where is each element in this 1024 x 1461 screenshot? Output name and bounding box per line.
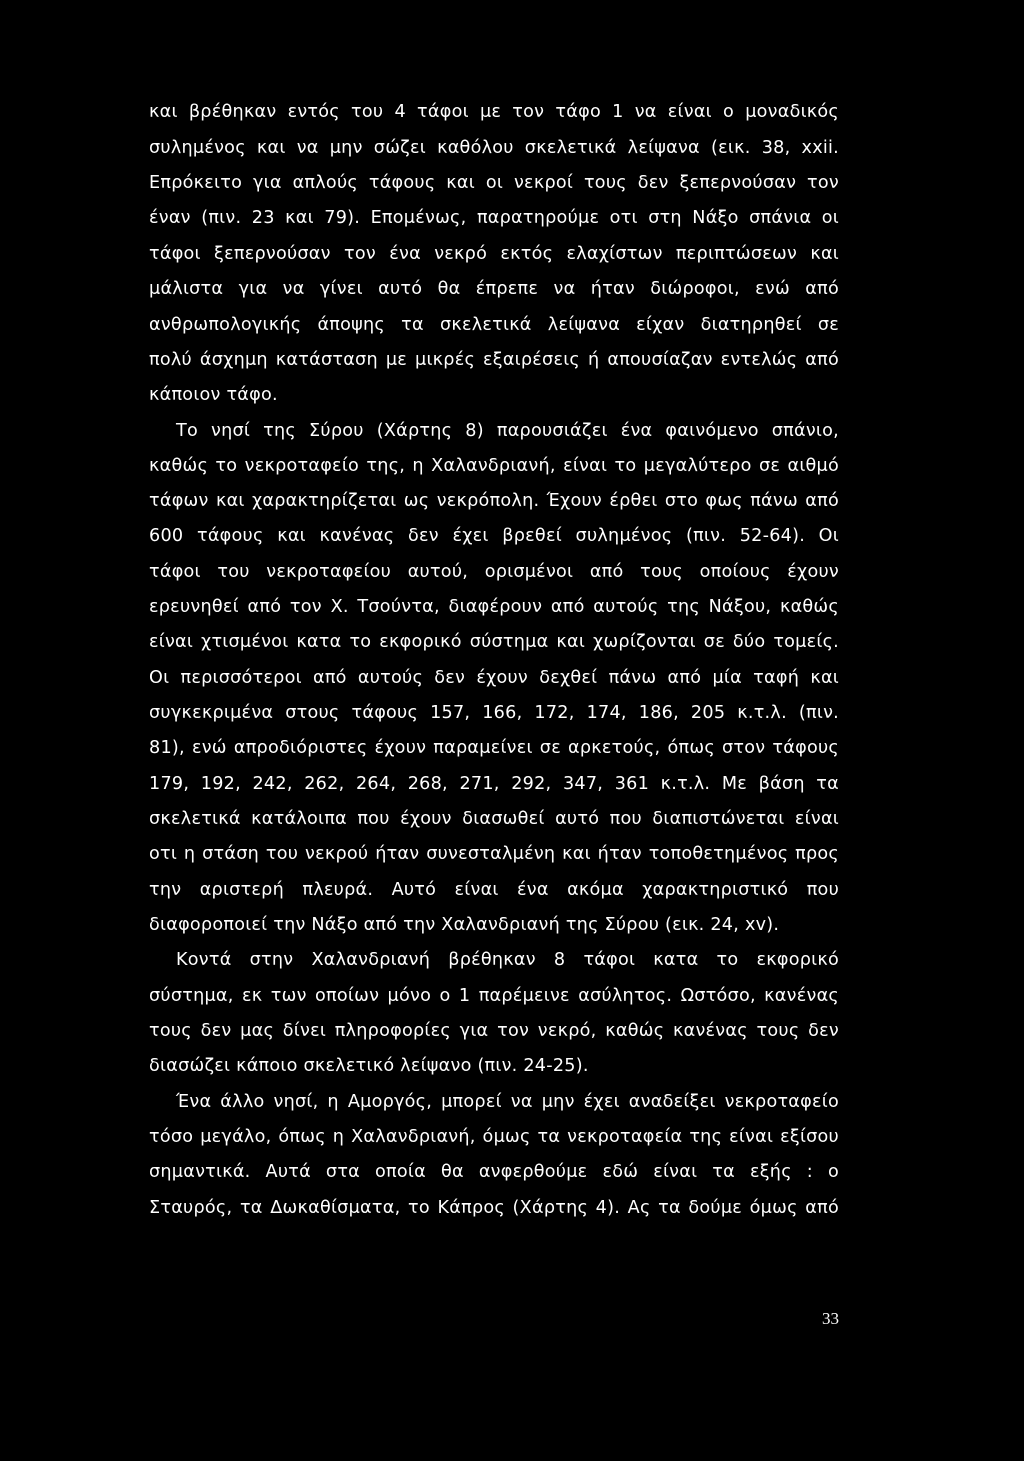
text-line: πολύ άσχημη κατάσταση με μικρές εξαιρέσεις ή απουσίαζαν εντελώς από [149, 350, 839, 370]
text-line: Οι περισσότεροι από αυτούς δεν έχουν δεχθεί πάνω από μία ταφή και [149, 668, 839, 688]
text-line: τόσο μεγάλο, όπως η Χαλανδριανή, όμως τα νεκροταφεία της είναι εξίσου [149, 1127, 839, 1147]
text-line: διασώζει κάποιο σκελετικό λείψανο (πιν. 24-25). [149, 1056, 589, 1076]
text-line: καθώς το νεκροταφείο της, η Χαλανδριανή, είναι το μεγαλύτερο σε αιθμό [149, 456, 839, 476]
text-line: έναν (πιν. 23 και 79). Επομένως, παρατηρούμε οτι στη Νάξο σπάνια οι [149, 208, 839, 228]
text-line: διαφοροποιεί την Νάξο από την Χαλανδριανή της Σύρου (εικ. 24, xv). [149, 915, 780, 935]
text-line: τάφων και χαρακτηρίζεται ως νεκρόπολη. Έχουν έρθει στο φως πάνω από [149, 491, 839, 511]
text-line: σημαντικά. Αυτά στα οποία θα ανφερθούμε εδώ είναι τα εξής : ο [149, 1162, 839, 1182]
text-line: και βρέθηκαν εντός του 4 τάφοι με τον τάφο 1 να είναι ο μοναδικός [149, 102, 839, 122]
text-line: 600 τάφους και κανένας δεν έχει βρεθεί συλημένος (πιν. 52-64). Οι [149, 526, 839, 546]
text-line: 81), ενώ απροδιόριστες έχουν παραμείνει σε αρκετούς, όπως στον τάφους [149, 738, 839, 758]
text-line: σκελετικά κατάλοιπα που έχουν διασωθεί αυτό που διαπιστώνεται είναι [149, 809, 839, 829]
text-line: τάφοι ξεπερνούσαν τον ένα νεκρό εκτός ελαχίστων περιπτώσεων και [149, 244, 839, 264]
text-line: 179, 192, 242, 262, 264, 268, 271, 292, 347, 361 κ.τ.λ. Με βάση τα [149, 774, 839, 794]
text-line: Σταυρός, τα Δωκαθίσματα, το Κάπρος (Χάρτης 4). Ας τα δούμε όμως από [149, 1198, 839, 1218]
text-line: ανθρωπολογικής άποψης τα σκελετικά λείψανα είχαν διατηρηθεί σε [149, 315, 839, 335]
text-line: ερευνηθεί από τον X. Τσούντα, διαφέρουν από αυτούς της Νάξου, καθώς [149, 597, 839, 617]
text-line: συγκεκριμένα στους τάφους 157, 166, 172, 174, 186, 205 κ.τ.λ. (πιν. [149, 703, 839, 723]
text-line: σύστημα, εκ των οποίων μόνο ο 1 παρέμεινε ασύλητος. Ωστόσο, κανένας [149, 986, 839, 1006]
text-line: Το νησί της Σύρου (Χάρτης 8) παρουσιάζει ένα φαινόμενο σπάνιο, [176, 421, 839, 441]
page-number: 33 [822, 1309, 839, 1328]
text-line: οτι η στάση του νεκρού ήταν συνεσταλμένη και ήταν τοποθετημένος προς [149, 844, 839, 864]
text-line: τους δεν μας δίνει πληροφορίες για τον νεκρό, καθώς κανένας τους δεν [149, 1021, 839, 1041]
text-line: συλημένος και να μην σώζει καθόλου σκελετικά λείψανα (εικ. 38, xxii. [149, 138, 839, 158]
text-line: Επρόκειτο για απλούς τάφους και οι νεκροί τους δεν ξεπερνούσαν τον [149, 173, 839, 193]
text-line: την αριστερή πλευρά. Αυτό είναι ένα ακόμα χαρακτηριστικό που [149, 880, 839, 900]
text-line: μάλιστα για να γίνει αυτό θα έπρεπε να ήταν διώροφοι, ενώ από [149, 279, 839, 299]
text-line: κάποιον τάφο. [149, 385, 278, 405]
text-line: Κοντά στην Χαλανδριανή βρέθηκαν 8 τάφοι κατα το εκφορικό [176, 950, 839, 970]
text-line: είναι χτισμένοι κατα το εκφορικό σύστημα και χωρίζονται σε δύο τομείς. [149, 632, 839, 652]
text-line: τάφοι του νεκροταφείου αυτού, ορισμένοι από τους οποίους έχουν [149, 562, 839, 582]
text-line: Ένα άλλο νησί, η Αμοργός, μπορεί να μην έχει αναδείξει νεκροταφείο [176, 1092, 839, 1112]
